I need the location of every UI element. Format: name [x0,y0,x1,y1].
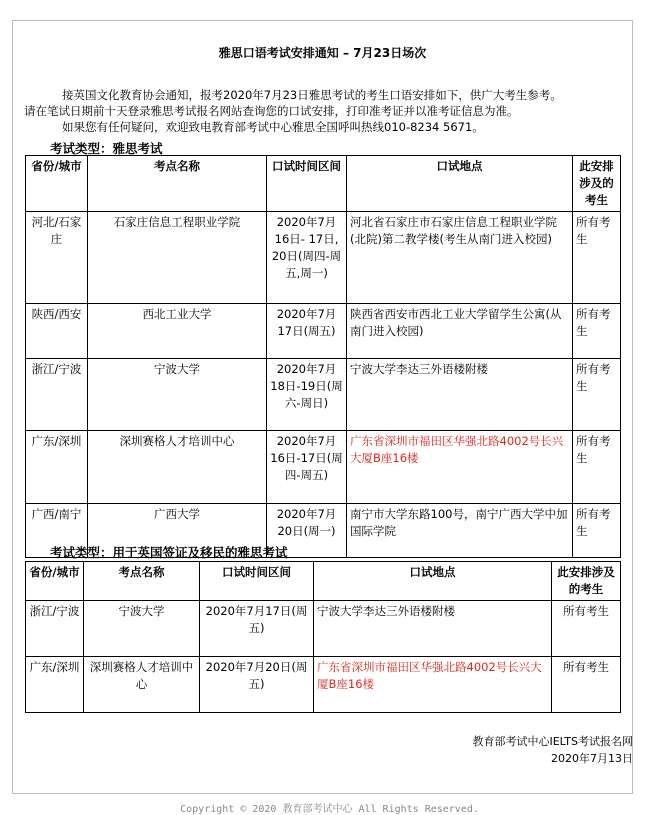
header-location: 口试地点 [314,562,552,601]
schedule-table-2 [25,561,621,713]
header-time: 口试时间区间 [200,562,314,601]
candidates-cell: 所有考生 [573,504,621,558]
time-cell: 2020年7月18日-19日(周六-周日) [267,359,347,431]
header-province: 省份/城市 [26,156,88,212]
province-cell: 广西/南宁 [26,504,88,558]
center-cell: 宁波大学 [88,359,267,431]
candidates-cell: 所有考生 [552,601,621,657]
province-cell: 广东/深圳 [26,657,84,713]
location-cell: 南宁市大学东路100号，南宁广西大学中加国际学院 [347,504,573,558]
center-cell: 深圳赛格人才培训中心 [88,431,267,504]
table-row [26,431,621,504]
province-cell: 浙江/宁波 [26,601,84,657]
time-cell: 2020年7月20日(周五) [200,657,314,713]
intro-line-1: 接英国文化教育协会通知，报考2020年7月23日雅思考试的考生口语安排如下，供广大考生参考。 [62,88,562,102]
footer-org: 教育部考试中心IELTS考试报名网 [472,735,633,748]
center-cell: 石家庄信息工程职业学院 [88,212,267,304]
header-province: 省份/城市 [26,562,84,601]
time-cell: 2020年7月16日-17日(周四-周五) [267,431,347,504]
header-location: 口试地点 [347,156,573,212]
table-row [26,212,621,304]
candidates-cell: 所有考生 [573,359,621,431]
location-cell: 陕西省西安市西北工业大学留学生公寓(从南门进入校园) [347,304,573,359]
location-cell: 广东省深圳市福田区华强北路4002号长兴大厦B座16楼 [347,431,573,504]
page-title: 雅思口语考试安排通知 – 7月23日场次 [218,46,427,60]
center-cell: 深圳赛格人才培训中心 [84,657,200,713]
location-cell: 宁波大学李达三外语楼附楼 [347,359,573,431]
province-cell: 广东/深圳 [26,431,88,504]
candidates-cell: 所有考生 [573,304,621,359]
intro-line-2: 请在笔试日期前十天登录雅思考试报名网站查询您的口试安排，打印准考证并以准考证信息为准。 [24,104,519,118]
candidates-cell: 所有考生 [552,657,621,713]
center-cell: 西北工业大学 [88,304,267,359]
footer-date: 2020年7月13日 [551,752,633,765]
province-cell: 陕西/西安 [26,304,88,359]
location-cell: 河北省石家庄市石家庄信息工程职业学院(北院)第二教学楼(考生从南门进入校园) [347,212,573,304]
header-center: 考点名称 [84,562,200,601]
table-row [26,601,621,657]
table-row [26,304,621,359]
center-cell: 宁波大学 [84,601,200,657]
header-candidates: 此安排涉及的考生 [552,562,621,601]
header-time: 口试时间区间 [267,156,347,212]
header-candidates: 此安排涉及的考生 [573,156,621,212]
table-row [26,359,621,431]
table-header-row [26,562,621,601]
candidates-cell: 所有考生 [573,212,621,304]
section-2-label: 考试类型：用于英国签证及移民的雅思考试 [50,545,288,560]
center-cell: 广西大学 [88,504,267,558]
header-center: 考点名称 [88,156,267,212]
table-row [26,657,621,713]
time-cell: 2020年7月17日(周五) [267,304,347,359]
time-cell: 2020年7月20日(周一) [267,504,347,558]
candidates-cell: 所有考生 [573,431,621,504]
province-cell: 浙江/宁波 [26,359,88,431]
location-cell: 广东省深圳市福田区华强北路4002号长兴大厦B座16楼 [314,657,552,713]
schedule-table-1 [25,155,621,558]
table-header-row [26,156,621,212]
time-cell: 2020年7月17日(周五) [200,601,314,657]
section-1-label: 考试类型：雅思考试 [50,141,163,156]
copyright: Copyright © 2020 教育部考试中心 All Rights Reserved. [180,804,479,815]
location-cell: 宁波大学李达三外语楼附楼 [314,601,552,657]
province-cell: 河北/石家庄 [26,212,88,304]
intro-line-3: 如果您有任何疑问，欢迎致电教育部考试中心雅思全国呼叫热线010-8234 5671。 [62,120,484,134]
time-cell: 2020年7月16日- 17日, 20日(周四-周五,周一) [267,212,347,304]
